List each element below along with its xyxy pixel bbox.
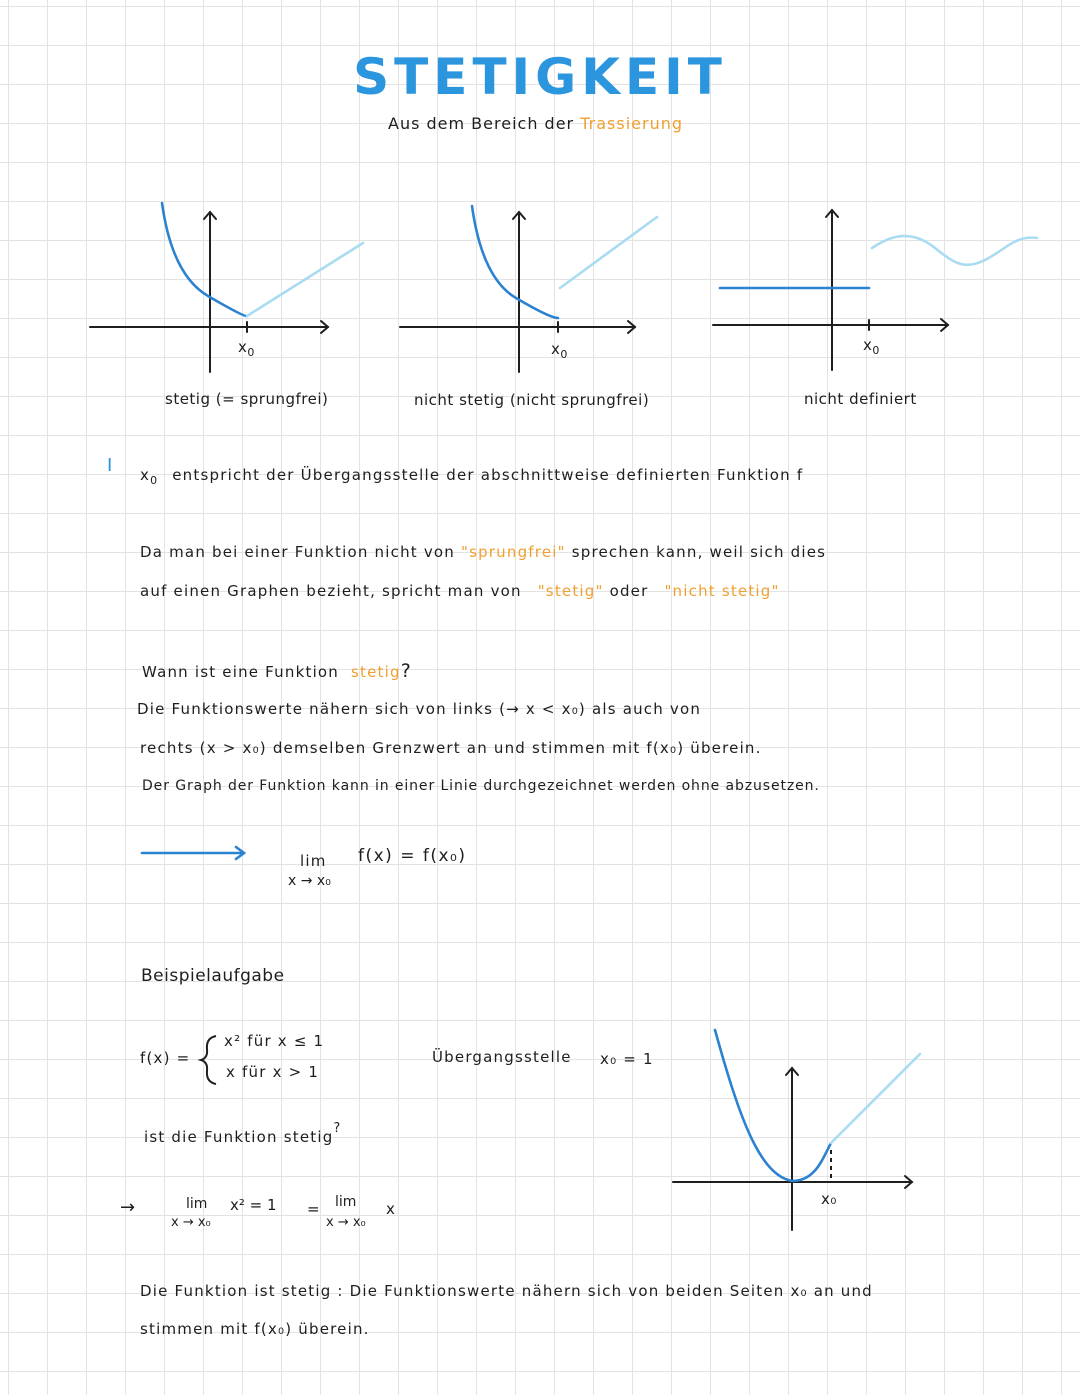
example-conclusion-2: stimmen mit f(x₀) überein. (140, 1320, 370, 1338)
example-right-expr: x (386, 1200, 395, 1218)
formula-under: x → x₀ (288, 873, 331, 889)
example-heading: Beispielaufgabe (141, 966, 285, 986)
note-line-2: auf einen Graphen bezieht, spricht man von "stetig" oder "nicht stetig" (140, 582, 780, 600)
graph-continuous (90, 203, 363, 372)
example-graph-tick: x₀ (821, 1190, 837, 1208)
graph3-caption: nicht definiert (804, 390, 917, 408)
graph-jump (400, 206, 657, 372)
example-lim-right: lim (335, 1194, 357, 1210)
subtitle-highlight: Trassierung (580, 114, 683, 133)
ex-line (831, 1054, 920, 1143)
example-conclusion-1: Die Funktion ist stetig : Die Funktionswerte nähern sich von beiden Seiten x₀ an und (140, 1282, 873, 1300)
example-f-label: f(x) = (140, 1049, 191, 1067)
example-graph (673, 1030, 920, 1230)
example-arrow: → (120, 1197, 136, 1218)
example-left-under: x → x₀ (171, 1215, 211, 1230)
bullet-mark: I (107, 455, 113, 476)
explanation-line-1: Die Funktionswerte nähern sich von links (→ x < x₀) als auch von (137, 700, 702, 718)
example-case-2: x für x > 1 (226, 1063, 320, 1081)
page-title: STETIGKEIT (353, 48, 727, 106)
example-transition-value: x₀ = 1 (600, 1050, 654, 1068)
subtitle-prefix: Aus dem Bereich der (388, 114, 575, 133)
graph2-caption: nicht stetig (nicht sprungfrei) (414, 391, 650, 409)
graph2-left-curve (472, 206, 558, 318)
note-line-1: Da man bei einer Funktion nicht von "sprungfrei" sprechen kann, weil sich dies (140, 543, 827, 561)
definition-line: $x_0$ entspricht der Übergangsstelle der abschnittweise definierten Funktion f (140, 466, 804, 487)
explanation-line-3: Der Graph der Funktion kann in einer Linie durchgezeichnet werden ohne abzusetzen. (142, 778, 820, 794)
graph3-tick-label: $x_0$ (863, 336, 880, 357)
example-transition-label: Übergangsstelle (432, 1048, 572, 1066)
formula-rhs: f(x) = f(x₀) (358, 846, 467, 866)
graph1-tick-label: $x_0$ (238, 338, 255, 359)
example-question: ist die Funktion stetig? (144, 1121, 342, 1146)
long-arrow (142, 847, 244, 859)
ex-parabola (715, 1030, 831, 1181)
question-line: Wann ist eine Funktion stetig? (142, 660, 412, 682)
example-equals: = (307, 1200, 320, 1218)
explanation-line-2: rechts (x > x₀) demselben Grenzwert an und stimmen mit f(x₀) überein. (140, 739, 762, 757)
graph1-right-line (247, 243, 363, 316)
piecewise-brace (201, 1036, 216, 1084)
formula-lim: lim (300, 852, 327, 870)
example-right-under: x → x₀ (326, 1215, 366, 1230)
graph1-left-curve (162, 203, 247, 316)
graph3-right-curve (872, 236, 1037, 265)
example-case-1: x² für x ≤ 1 (224, 1032, 325, 1050)
graph2-right-line (560, 217, 657, 288)
example-lim-left: lim (186, 1196, 208, 1212)
graph1-caption: stetig (= sprungfrei) (165, 390, 329, 408)
graph2-tick-label: $x_0$ (551, 340, 568, 361)
example-left-expr: x² = 1 (230, 1196, 277, 1214)
